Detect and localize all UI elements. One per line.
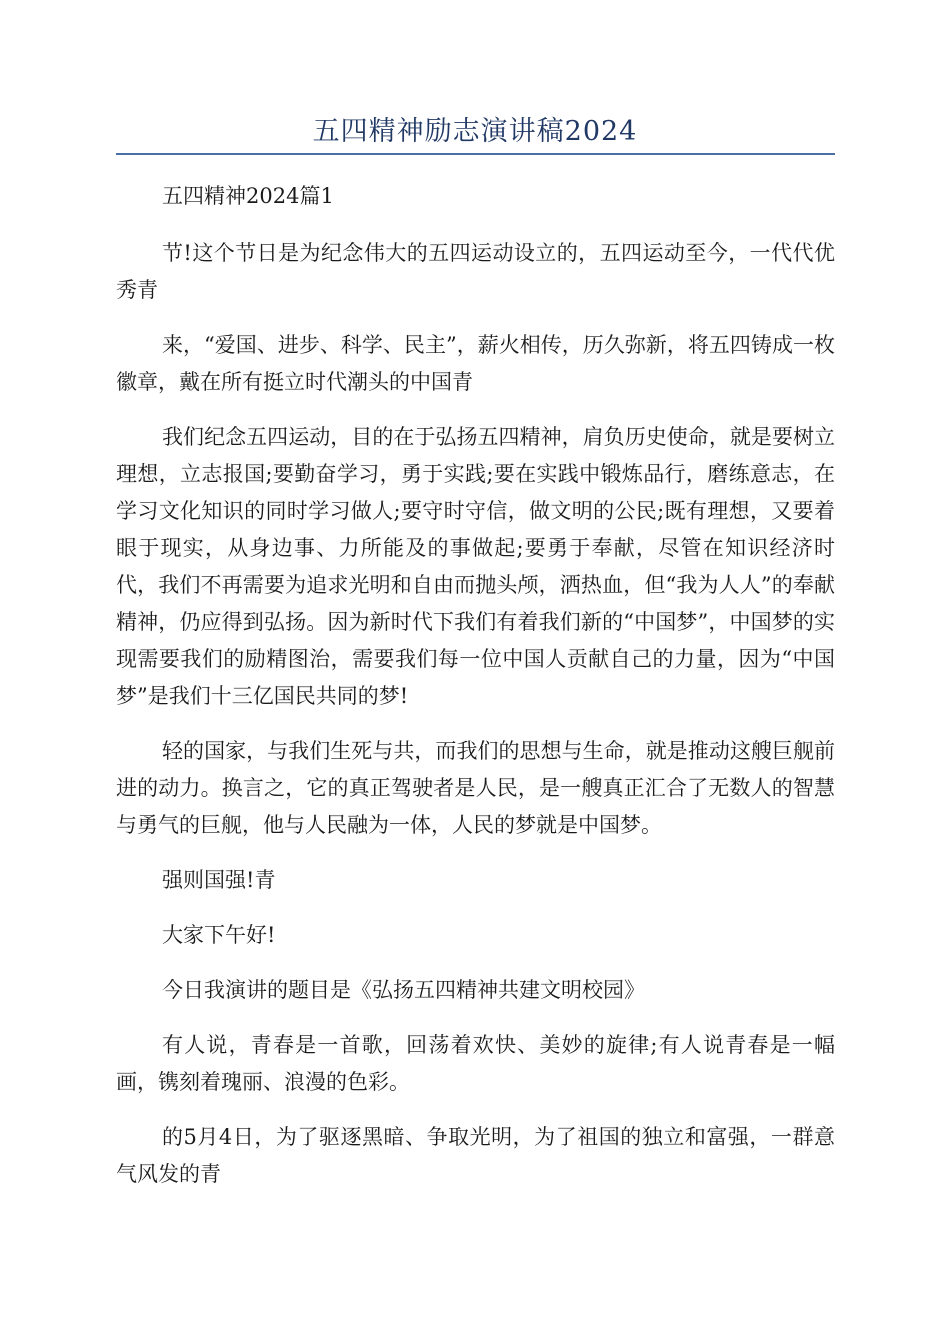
- document-title: 五四精神励志演讲稿2024: [312, 116, 638, 147]
- paragraph: 有人说，青春是一首歌，回荡着欢快、美妙的旋律;有人说青春是一幅画，镌刻着瑰丽、浪漫的色彩。: [116, 1033, 835, 1094]
- paragraph: 的5月4日，为了驱逐黑暗、争取光明，为了祖国的独立和富强，一群意气风发的青: [116, 1125, 835, 1186]
- paragraph: 强则国强!青: [162, 868, 276, 892]
- paragraph: 今日我演讲的题目是《弘扬五四精神共建文明校园》: [162, 978, 645, 1002]
- title-divider: [116, 153, 835, 155]
- paragraph: 大家下午好!: [162, 923, 276, 947]
- paragraph: 我们纪念五四运动，目的在于弘扬五四精神，肩负历史使命，就是要树立理想，立志报国;要勤奋学习，勇于实践;要在实践中锻炼品行，磨练意志，在学习文化知识的同时学习做人;要守时守信，做文明的公民;既有理想，又要着眼于现实，从身边事、力所能及的事做起;要勇于奉献，尽管在知识经济时代，我们不再需要为追求光明和自由而抛头颅，洒热血，但“我为人人”的奉献精神，仍应得到弘扬。因为新时代下我们有着我们新的“中国梦”，中国梦的实现需要我们的励精图治，需要我们每一位中国人贡献自己的力量，因为“中国梦”是我们十三亿国民共同的梦!: [116, 425, 835, 708]
- paragraph: 节!这个节日是为纪念伟大的五四运动设立的，五四运动至今，一代代优秀青: [116, 241, 835, 302]
- paragraph: 来，“爱国、进步、科学、民主”，薪火相传，历久弥新，将五四铸成一枚徽章，戴在所有挺立时代潮头的中国青: [116, 333, 835, 394]
- document-body: [116, 170, 835, 1211]
- section-heading: 五四精神2024篇1: [162, 184, 334, 208]
- paragraph: 轻的国家，与我们生死与共，而我们的思想与生命，就是推动这艘巨舰前进的动力。换言之，它的真正驾驶者是人民，是一艘真正汇合了无数人的智慧与勇气的巨舰，他与人民融为一体，人民的梦就是中国梦。: [116, 739, 835, 837]
